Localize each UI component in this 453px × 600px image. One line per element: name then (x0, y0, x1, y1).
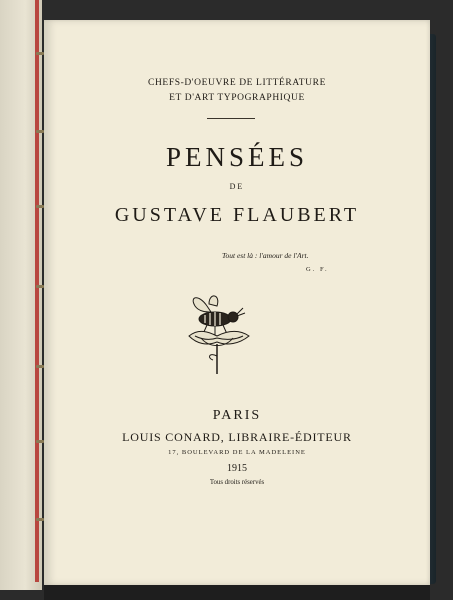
book-title: PENSÉES (165, 142, 309, 172)
binding-stitch (36, 285, 44, 288)
epigraph-initials: G. F. (306, 266, 329, 273)
binding-stitch (36, 205, 44, 208)
title-preposition: DE (229, 182, 245, 191)
rights-notice: Tous droits réservés (209, 479, 265, 486)
imprint-year: 1915 (227, 463, 247, 474)
imprint-publisher: LOUIS CONARD, LIBRAIRE-ÉDITEUR (122, 430, 352, 444)
binding-red-edge (35, 0, 39, 582)
series-title-line-2: ET D'ART TYPOGRAPHIQUE (169, 93, 305, 103)
bee-on-flower-icon (179, 292, 259, 376)
binding-stitch (36, 365, 44, 368)
binding-stitch (36, 518, 44, 521)
epigraph-quote: Tout est là : l'amour de l'Art. (222, 251, 309, 260)
author-name: GUSTAVE FLAUBERT (114, 204, 360, 226)
imprint-city: PARIS (212, 408, 262, 423)
binding-stitch (36, 52, 44, 55)
title-page (44, 20, 430, 585)
divider-rule (207, 118, 255, 119)
binding-stitch (36, 130, 44, 133)
binding-stitch (36, 440, 44, 443)
imprint-address: 17, BOULEVARD DE LA MADELEINE (168, 449, 306, 456)
series-title-line-1: CHEFS-D'OEUVRE DE LITTÉRATURE (148, 78, 326, 88)
